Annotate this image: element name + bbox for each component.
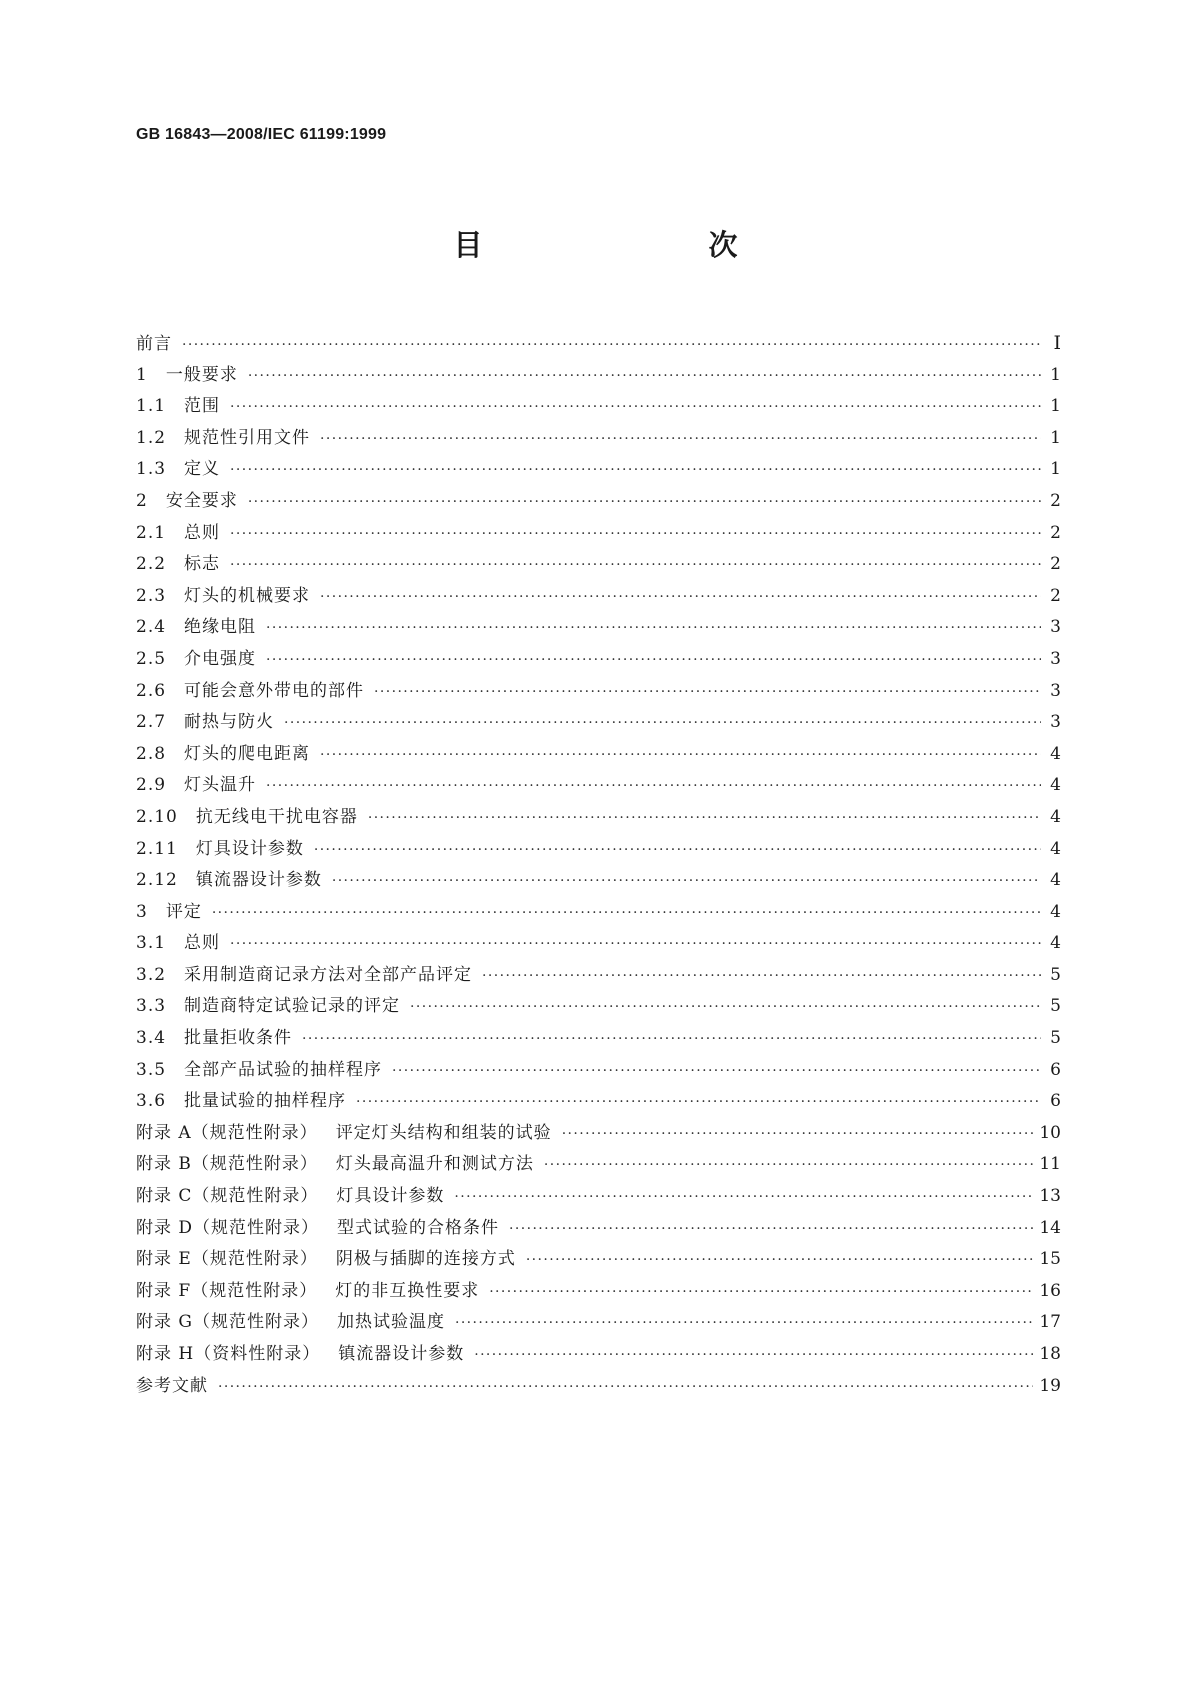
toc-entry-label: 灯头的爬电距离 <box>184 743 311 764</box>
toc-entry-page: 4 <box>1050 806 1061 827</box>
dot-leader <box>320 424 1041 456</box>
toc-entry[interactable] <box>136 707 1061 739</box>
toc-entry-number: 附录 B（规范性附录） <box>136 1154 318 1175</box>
toc-entry-label: 前言 <box>136 334 172 354</box>
toc-entry-page: 19 <box>1039 1375 1061 1396</box>
toc-entry-page: 2 <box>1050 490 1061 511</box>
toc-entry-page: 3 <box>1050 617 1061 638</box>
toc-entry-page: 5 <box>1050 1028 1061 1049</box>
toc-entry-number: 2.1 <box>136 522 167 543</box>
toc-entry-label: 标志 <box>184 554 221 575</box>
toc-entry-number: 附录 H（资料性附录） <box>136 1344 321 1364</box>
toc-entry-label: 绝缘电阻 <box>184 617 257 638</box>
toc-entry-label: 灯头的机械要求 <box>184 585 311 606</box>
toc-entry-label: 总则 <box>184 522 221 543</box>
toc-entry[interactable] <box>136 1118 1061 1150</box>
toc-entry-page: 1 <box>1050 396 1061 417</box>
dot-leader <box>182 330 1041 362</box>
page-title: 目 次 <box>453 228 794 262</box>
toc-entry[interactable] <box>136 581 1061 613</box>
toc-entry-label: 阴极与插脚的连接方式 <box>335 1249 516 1270</box>
dot-leader <box>302 1024 1041 1056</box>
toc-entry-page: 5 <box>1050 964 1061 985</box>
toc-entry-number: 附录 C（规范性附录） <box>136 1186 319 1207</box>
toc-entry-number: 1.1 <box>136 396 167 417</box>
toc-entry-page: 1 <box>1050 427 1061 448</box>
toc-entry-page: 14 <box>1039 1217 1061 1238</box>
toc-entry[interactable] <box>136 928 1061 960</box>
toc-entry-page: 4 <box>1050 838 1061 859</box>
toc-entry-label: 总则 <box>184 933 221 954</box>
toc-entry-label: 全部产品试验的抽样程序 <box>184 1059 383 1080</box>
toc-entry-number: 2.9 <box>136 775 167 796</box>
toc-entry-label: 抗无线电干扰电容器 <box>195 806 358 827</box>
dot-leader <box>368 803 1041 835</box>
toc-entry-page: 10 <box>1039 1122 1061 1143</box>
toc-entry-number: 2.2 <box>136 554 167 575</box>
toc-entry-label: 灯头温升 <box>184 775 257 796</box>
toc-entry-number: 附录 D（规范性附录） <box>136 1217 320 1238</box>
toc-entry-page: 11 <box>1039 1154 1061 1175</box>
toc-entry[interactable] <box>136 960 1061 992</box>
toc-entry[interactable] <box>136 1055 1061 1087</box>
toc-entry-page: Ⅰ <box>1053 332 1061 354</box>
toc-entry[interactable] <box>136 1149 1061 1181</box>
toc-entry-number: 3.4 <box>136 1028 167 1049</box>
toc-entry-label: 灯头最高温升和测试方法 <box>335 1154 534 1175</box>
toc-entry-page: 4 <box>1050 775 1061 796</box>
dot-leader <box>248 361 1041 393</box>
toc-entry-number: 3.2 <box>136 964 167 985</box>
dot-leader <box>544 1150 1033 1182</box>
toc-entry[interactable] <box>136 328 1061 360</box>
dot-leader <box>314 835 1041 867</box>
dot-leader <box>526 1245 1034 1277</box>
dot-leader <box>332 866 1041 898</box>
toc-entry-label: 评定灯头结构和组装的试验 <box>335 1122 552 1143</box>
toc-entry-page: 2 <box>1050 554 1061 575</box>
toc-entry-label: 可能会意外带电的部件 <box>184 680 365 701</box>
toc-entry[interactable] <box>136 865 1061 897</box>
toc-entry[interactable] <box>136 1276 1061 1308</box>
toc-entry-page: 13 <box>1039 1186 1061 1207</box>
toc-entry[interactable] <box>136 1371 1061 1403</box>
toc-entry-label: 规范性引用文件 <box>184 427 311 448</box>
toc-entry[interactable] <box>136 612 1061 644</box>
toc-entry-label: 介电强度 <box>184 648 257 669</box>
dot-leader <box>562 1119 1034 1151</box>
toc-entry-number: 2.11 <box>136 838 178 859</box>
dot-leader <box>218 1372 1033 1404</box>
toc-entry-number: 附录 A（规范性附录） <box>136 1122 318 1143</box>
toc-entry-number: 2.6 <box>136 680 167 701</box>
toc-entry-page: 3 <box>1050 712 1061 733</box>
standard-number: GB 16843—2008/IEC 61199:1999 <box>136 126 387 143</box>
toc-entry-number: 2 <box>136 490 148 511</box>
dot-leader <box>374 677 1041 709</box>
toc-entry[interactable] <box>136 1023 1061 1055</box>
toc-entry-number: 2.8 <box>136 743 167 764</box>
dot-leader <box>489 1277 1033 1309</box>
toc-entry-page: 2 <box>1050 585 1061 606</box>
toc-entry-page: 3 <box>1050 648 1061 669</box>
dot-leader <box>266 645 1041 677</box>
toc-entry-label: 安全要求 <box>165 490 238 511</box>
toc-entry-label: 制造商特定试验记录的评定 <box>184 996 401 1017</box>
toc-entry[interactable] <box>136 676 1061 708</box>
toc-entry-number: 2.12 <box>136 870 178 891</box>
toc-entry-page: 17 <box>1039 1312 1061 1333</box>
toc-entry[interactable] <box>136 391 1061 423</box>
dot-leader <box>410 992 1041 1024</box>
dot-leader <box>474 1340 1033 1372</box>
toc-entry[interactable] <box>136 1339 1061 1371</box>
toc-entry-label: 灯具设计参数 <box>195 838 304 859</box>
toc-entry-number: 2.3 <box>136 585 167 606</box>
toc-entry-page: 6 <box>1050 1091 1061 1112</box>
toc-entry-number: 3.1 <box>136 933 167 954</box>
dot-leader <box>392 1056 1041 1088</box>
toc-entry-page: 15 <box>1039 1249 1061 1270</box>
toc-entry-number: 附录 G（规范性附录） <box>136 1312 319 1333</box>
dot-leader <box>230 455 1041 487</box>
toc-entry[interactable] <box>136 360 1061 392</box>
toc-entry-page: 4 <box>1050 933 1061 954</box>
dot-leader <box>212 898 1041 930</box>
toc-entry-label: 灯的非互换性要求 <box>335 1280 480 1301</box>
toc-entry-page: 1 <box>1050 364 1061 385</box>
toc-entry-page: 6 <box>1050 1059 1061 1080</box>
toc-entry[interactable] <box>136 770 1061 802</box>
dot-leader <box>356 1087 1041 1119</box>
toc-entry-label: 批量试验的抽样程序 <box>184 1091 347 1112</box>
dot-leader <box>509 1214 1033 1246</box>
toc-entry-label: 型式试验的合格条件 <box>337 1217 500 1238</box>
toc-entry-number: 1.2 <box>136 427 167 448</box>
toc-entry-number: 1.3 <box>136 459 167 480</box>
toc-entry[interactable] <box>136 897 1061 929</box>
dot-leader <box>266 771 1041 803</box>
toc-entry-number: 2.7 <box>136 712 167 733</box>
toc-entry-label: 镇流器设计参数 <box>338 1344 465 1364</box>
toc-entry[interactable] <box>136 1181 1061 1213</box>
toc-entry-number: 1 <box>136 364 148 385</box>
toc-entry-number: 2.4 <box>136 617 167 638</box>
toc-entry-label: 耐热与防火 <box>184 712 275 733</box>
toc-entry-page: 4 <box>1050 901 1061 922</box>
toc-entry-label: 灯具设计参数 <box>336 1186 445 1207</box>
toc-entry[interactable] <box>136 549 1061 581</box>
toc-entry-label: 定义 <box>184 459 221 480</box>
dot-leader <box>230 550 1041 582</box>
dot-leader <box>455 1308 1033 1340</box>
toc-entry[interactable] <box>136 991 1061 1023</box>
toc-entry-number: 附录 E（规范性附录） <box>136 1249 318 1270</box>
toc-entry-label: 采用制造商记录方法对全部产品评定 <box>184 964 473 985</box>
toc-entry[interactable] <box>136 486 1061 518</box>
dot-leader <box>230 392 1041 424</box>
dot-leader <box>320 582 1041 614</box>
toc-entry[interactable] <box>136 1244 1061 1276</box>
toc-entry-page: 2 <box>1050 522 1061 543</box>
toc-entry-number: 3.5 <box>136 1059 167 1080</box>
toc-entry-page: 3 <box>1050 680 1061 701</box>
dot-leader <box>284 708 1041 740</box>
toc-entry[interactable] <box>136 802 1061 834</box>
toc-entry[interactable] <box>136 1213 1061 1245</box>
toc-entry[interactable] <box>136 454 1061 486</box>
toc-entry[interactable] <box>136 518 1061 550</box>
table-of-contents <box>136 328 1061 1402</box>
dot-leader <box>248 487 1041 519</box>
toc-entry-label: 加热试验温度 <box>336 1312 445 1333</box>
toc-entry-page: 18 <box>1039 1344 1061 1364</box>
dot-leader <box>454 1182 1033 1214</box>
toc-entry-label: 范围 <box>184 396 221 417</box>
toc-entry-label: 参考文献 <box>136 1375 208 1396</box>
dot-leader <box>320 740 1041 772</box>
toc-entry-number: 附录 F（规范性附录） <box>136 1280 318 1301</box>
toc-entry-label: 镇流器设计参数 <box>195 870 322 891</box>
toc-entry-number: 3 <box>136 901 148 922</box>
toc-entry-label: 一般要求 <box>165 364 238 385</box>
dot-leader <box>230 929 1041 961</box>
toc-entry-page: 4 <box>1050 743 1061 764</box>
toc-entry-label: 评定 <box>165 901 202 922</box>
toc-entry-number: 3.6 <box>136 1091 167 1112</box>
toc-entry[interactable] <box>136 423 1061 455</box>
toc-entry[interactable] <box>136 1086 1061 1118</box>
toc-entry[interactable] <box>136 739 1061 771</box>
toc-entry-label: 批量拒收条件 <box>184 1028 293 1049</box>
dot-leader <box>482 961 1041 993</box>
toc-entry[interactable] <box>136 834 1061 866</box>
toc-entry-number: 3.3 <box>136 996 167 1017</box>
dot-leader <box>230 519 1041 551</box>
toc-entry-page: 4 <box>1050 870 1061 891</box>
dot-leader <box>266 613 1041 645</box>
toc-entry-number: 2.10 <box>136 806 178 827</box>
toc-entry[interactable] <box>136 644 1061 676</box>
toc-entry[interactable] <box>136 1307 1061 1339</box>
toc-entry-page: 1 <box>1050 459 1061 480</box>
toc-entry-number: 2.5 <box>136 648 167 669</box>
toc-entry-page: 16 <box>1039 1280 1061 1301</box>
toc-entry-page: 5 <box>1050 996 1061 1017</box>
